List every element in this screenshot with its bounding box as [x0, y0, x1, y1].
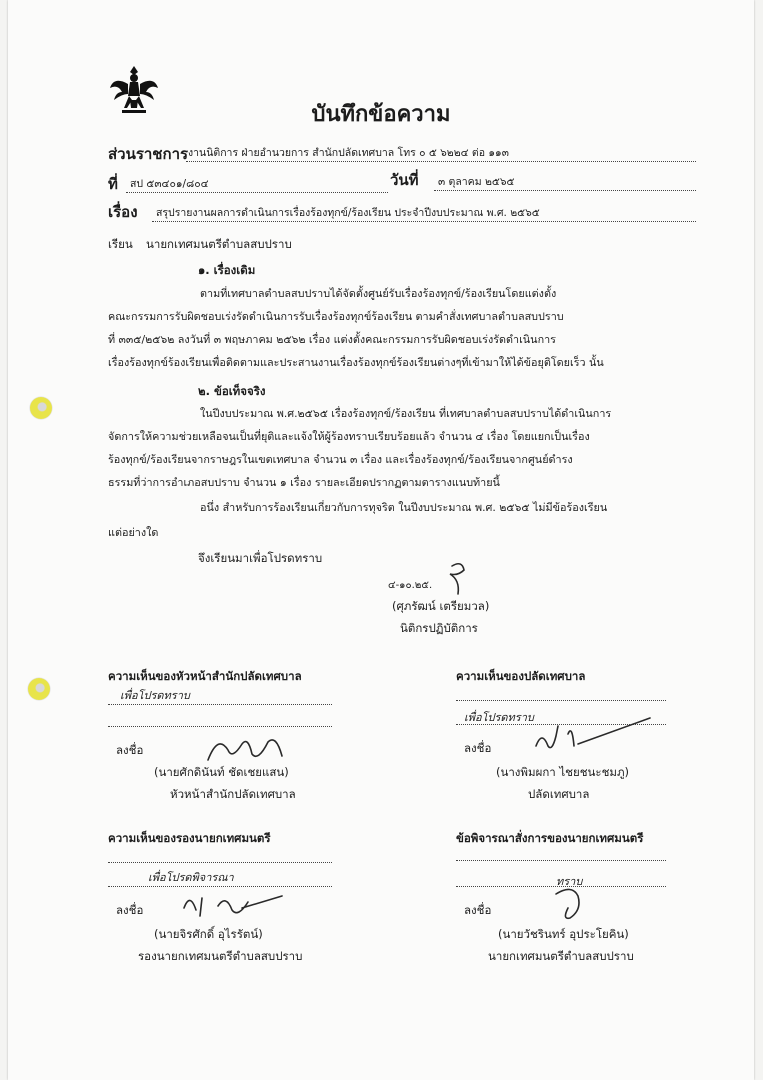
section-2-body	[108, 402, 688, 494]
q3-sign-label: ลงชื่อ	[116, 903, 144, 917]
q3-title: ความเห็นของรองนายกเทศมนตรี	[108, 831, 271, 845]
punch-hole	[28, 678, 50, 700]
q2-signature	[528, 716, 658, 760]
memo-page	[8, 0, 754, 1080]
section-2-line: ธรรมที่ว่าการอำเภอสบปราบ จำนวน ๑ เรื่อง รายละเอียดปรากฏตามตารางแนบท้ายนี้	[108, 476, 500, 489]
q1-position: หัวหน้าสำนักปลัดเทศบาล	[170, 787, 296, 801]
memo-title: บันทึกข้อความ	[311, 102, 451, 127]
section-3-body	[108, 495, 688, 545]
q1-title: ความเห็นของหัวหน้าสำนักปลัดเทศบาล	[108, 669, 302, 683]
section-1-line: ที่ ๓๓๕/๒๕๖๒ ลงวันที่ ๓ พฤษภาคม ๒๕๖๒ เรื่อง แต่งตั้งคณะกรรมการรับผิดชอบเร่งรัดดำเนินการ	[108, 333, 556, 346]
ref-label: ที่	[108, 175, 118, 193]
section-3-line: แต่อย่างใด	[108, 526, 159, 539]
author-date-note: ๔-๑๐.๒๕.	[388, 580, 433, 591]
q2-title: ความเห็นของปลัดเทศบาล	[456, 669, 586, 683]
author-name: (ศุภรัฒน์ เตรียมวล)	[392, 599, 490, 613]
section-3-line: อนึ่ง สำหรับการร้องเรียนเกี่ยวกับการทุจริต ในปีงบประมาณ พ.ศ. ๒๕๖๕ ไม่มีข้อร้องเรียน	[200, 501, 608, 514]
subject-label: เรื่อง	[108, 203, 138, 221]
q3-position: รองนายกเทศมนตรีตำบลสบปราบ	[138, 949, 303, 963]
q4-title: ข้อพิจารณาสั่งการของนายกเทศมนตรี	[456, 831, 644, 845]
q4-comment: ทราบ	[556, 875, 583, 888]
closing-text: จึงเรียนมาเพื่อโปรดทราบ	[198, 551, 323, 565]
q3-comment: เพื่อโปรดพิจารณา	[148, 871, 234, 884]
section-1-line: ตามที่เทศบาลตำบลสบปราบได้จัดตั้งศูนย์รับเรื่องร้องทุกข์/ร้องเรียนโดยแต่งตั้ง	[200, 287, 557, 300]
section-1-line: คณะกรรมการรับผิดชอบเร่งรัดดำเนินการรับเรื่องร้องทุกข์ร้องเรียน ตามคำสั่งเทศบาลตำบลสบปราบ	[108, 310, 564, 323]
q4-sign-label: ลงชื่อ	[464, 903, 492, 917]
q2-comment: เพื่อโปรดทราบ	[464, 711, 534, 724]
subject-value: สรุปรายงานผลการดำเนินการเรื่องร้องทุกข์/ร้องเรียน ประจำปีงบประมาณ พ.ศ. ๒๕๖๕	[156, 207, 540, 219]
date-value: ๓ ตุลาคม ๒๕๖๕	[438, 176, 515, 188]
author-signature	[438, 560, 478, 596]
section-2-line: ในปีงบประมาณ พ.ศ.๒๕๖๕ เรื่องร้องทุกข์/ร้องเรียน ที่เทศบาลตำบลสบปราบได้ดำเนินการ	[200, 407, 612, 420]
ref-value: สป ๕๓๔๐๑/๘๐๔	[130, 178, 209, 190]
date-label: วันที่	[390, 171, 419, 189]
q3-name: (นายจิรศักดิ์ อุไรรัตน์)	[154, 927, 263, 941]
q4-signature	[548, 884, 598, 924]
q1-name: (นายศักดินันท์ ชัดเชยแสน)	[154, 765, 289, 779]
section-1-body	[108, 282, 688, 374]
q3-signature	[178, 888, 288, 922]
section-2-heading: ๒. ข้อเท็จจริง	[198, 384, 266, 398]
section-1-line: เรื่องร้องทุกข์ร้องเรียนเพื่อติดตามและประสานงานเรื่องร้องทุกข์ร้องเรียนต่างๆที่เข้ามาให้ได้ข้อยุติโดยเร็ว นั้น	[108, 356, 604, 369]
q2-name: (นางพิมผกา ไชยชนะชมภู)	[496, 765, 630, 779]
agency-value: งานนิติการ ฝ่ายอำนวยการ สำนักปลัดเทศบาล โทร ๐ ๕ ๖๒๒๔ ต่อ ๑๑๓	[188, 147, 509, 159]
section-2-line: ร้องทุกข์/ร้องเรียนจากราษฎรในเขตเทศบาล จำนวน ๓ เรื่อง และเรื่องร้องทุกข์/ร้องเรียนจากศูนย์ดำรง	[108, 453, 573, 466]
author-position: นิติกรปฏิบัติการ	[400, 621, 478, 635]
q2-position: ปลัดเทศบาล	[528, 787, 590, 801]
agency-label: ส่วนราชการ	[108, 145, 189, 163]
q4-position: นายกเทศมนตรีตำบลสบปราบ	[488, 949, 634, 963]
q4-name: (นายวัชรินทร์ อุประโยคิน)	[498, 927, 629, 941]
q1-sign-label: ลงชื่อ	[116, 743, 144, 757]
q2-sign-label: ลงชื่อ	[464, 741, 492, 755]
punch-hole	[30, 397, 52, 419]
section-1-heading: ๑. เรื่องเดิม	[198, 263, 256, 277]
salutation-label: เรียน	[108, 237, 133, 251]
q1-comment: เพื่อโปรดทราบ	[120, 689, 190, 702]
salutation-value: นายกเทศมนตรีตำบลสบปราบ	[146, 237, 292, 251]
section-2-line: จัดการให้ความช่วยเหลือจนเป็นที่ยุติและแจ้งให้ผู้ร้องทราบเรียบร้อยแล้ว จำนวน ๔ เรื่อง โดยแยกเป็นเรื่อง	[108, 430, 590, 443]
